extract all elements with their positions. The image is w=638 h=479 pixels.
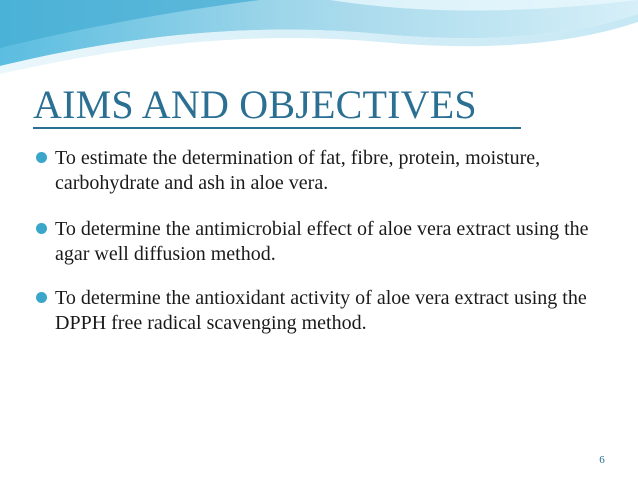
list-item	[36, 217, 596, 266]
page-number: 6	[599, 454, 605, 466]
list-item	[36, 286, 596, 335]
list-item-text: To determine the antimicrobial effect of aloe vera extract using the agar well diffusion method.	[55, 218, 589, 265]
objectives-list	[36, 146, 596, 357]
list-item-text: To estimate the determination of fat, fibre, protein, moisture, carbohydrate and ash in aloe vera.	[55, 147, 541, 194]
list-item-text: To determine the antioxidant activity of aloe vera extract using the DPPH free radical scavenging method.	[55, 287, 587, 334]
header-wave-decoration	[0, 0, 638, 80]
title-underline	[33, 127, 521, 129]
bullet-icon	[36, 292, 47, 303]
bullet-icon	[36, 223, 47, 234]
list-item	[36, 146, 596, 195]
bullet-icon	[36, 152, 47, 163]
slide-title: AIMS AND OBJECTIVES	[33, 82, 477, 127]
